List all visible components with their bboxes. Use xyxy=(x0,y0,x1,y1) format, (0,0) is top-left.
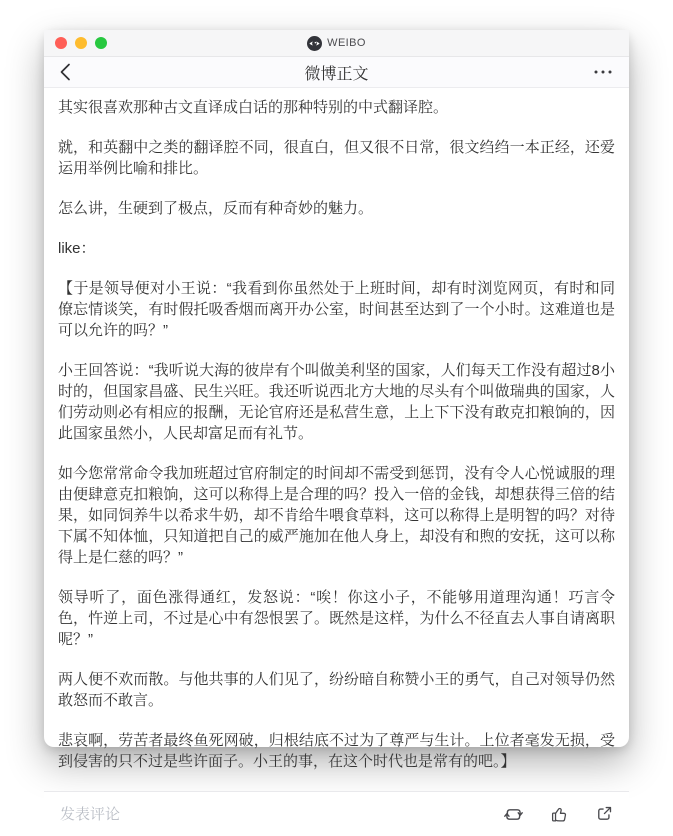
more-button[interactable] xyxy=(592,66,614,78)
back-chevron-icon xyxy=(59,62,71,82)
comment-input[interactable] xyxy=(60,806,491,823)
post-paragraph: 就，和英翻中之类的翻译腔不同，很直白，但又很不日常，很文绉绉一本正经，还爱运用举例比喻和排比。 xyxy=(58,139,615,177)
post-actions xyxy=(503,805,613,824)
post-paragraph: 小王回答说：“我听说大海的彼岸有个叫做美利坚的国家，人们每天工作没有超过8小时的，但国家昌盛、民生兴旺。我还听说西北方大地的尽头有个叫做瑞典的国家，人们劳动则必有相应的报酬，无论官府还是私营生意，上上下下没有敢克扣粮饷的，因此国家虽然小，人民却富足而有礼节。 xyxy=(58,362,615,442)
post-body xyxy=(44,88,629,791)
post-paragraph: 怎么讲，生硬到了极点，反而有种奇妙的魅力。 xyxy=(58,200,374,217)
post-paragraph: 领导听了，面色涨得通红，发怒说：“唉！你这小子，不能够用道理沟通！巧言令色，忤逆上司，不过是心中有怨恨罢了。既然是这样，为什么不径直去人事自请离职呢？” xyxy=(58,589,615,648)
titlebar-app-identity xyxy=(44,30,629,56)
post-paragraph: 其实很喜欢那种古文直译成白话的那种特别的中式翻译腔。 xyxy=(58,99,449,116)
repost-button[interactable] xyxy=(503,806,524,823)
repost-icon xyxy=(503,806,524,823)
post-paragraph: 【于是领导便对小王说：“我看到你虽然处于上班时间，却有时浏览网页，有时和同僚忘情谈笑，有时假托吸香烟而离开办公室，时间甚至达到了一个小时。这难道也是可以允许的吗？” xyxy=(58,280,615,339)
post-paragraph: like： xyxy=(58,240,96,257)
comment-bar xyxy=(44,791,629,836)
navbar xyxy=(44,57,629,88)
share-button[interactable] xyxy=(595,805,613,823)
more-dots-icon xyxy=(594,70,612,74)
share-icon xyxy=(595,805,613,823)
like-button[interactable] xyxy=(550,805,569,824)
post-paragraph: 如今您常常命令我加班超过官府制定的时间却不需受到惩罚，没有令人心悦诚服的理由便肆意克扣粮饷，这可以称得上是合理的吗？投入一倍的金钱，却想获得三倍的结果，如同饲养牛以希求牛奶，却不肯给牛喂食草料，这可以称得上是明智的吗？对待下属不知体恤，只知道把自己的威严施加在他人身上，却没有和煦的安抚，这可以称得上是仁慈的吗？” xyxy=(58,465,615,566)
thumbs-up-icon xyxy=(550,805,569,824)
titlebar xyxy=(44,30,629,57)
post-paragraph: 两人便不欢而散。与他共事的人们见了，纷纷暗自称赞小王的勇气，自己对领导仍然敢怒而不敢言。 xyxy=(58,671,615,709)
post-paragraph: 悲哀啊，劳苦者最终鱼死网破，归根结底不过为了尊严与生计。上位者毫发无损，受到侵害的只不过是些许面子。小王的事，在这个时代也是常有的吧。】 xyxy=(58,732,615,770)
weibo-logo-icon xyxy=(307,36,322,51)
app-name: WEIBO xyxy=(327,37,366,49)
weibo-window xyxy=(44,30,629,770)
page-title: 微博正文 xyxy=(304,65,369,83)
back-button[interactable] xyxy=(59,62,71,82)
